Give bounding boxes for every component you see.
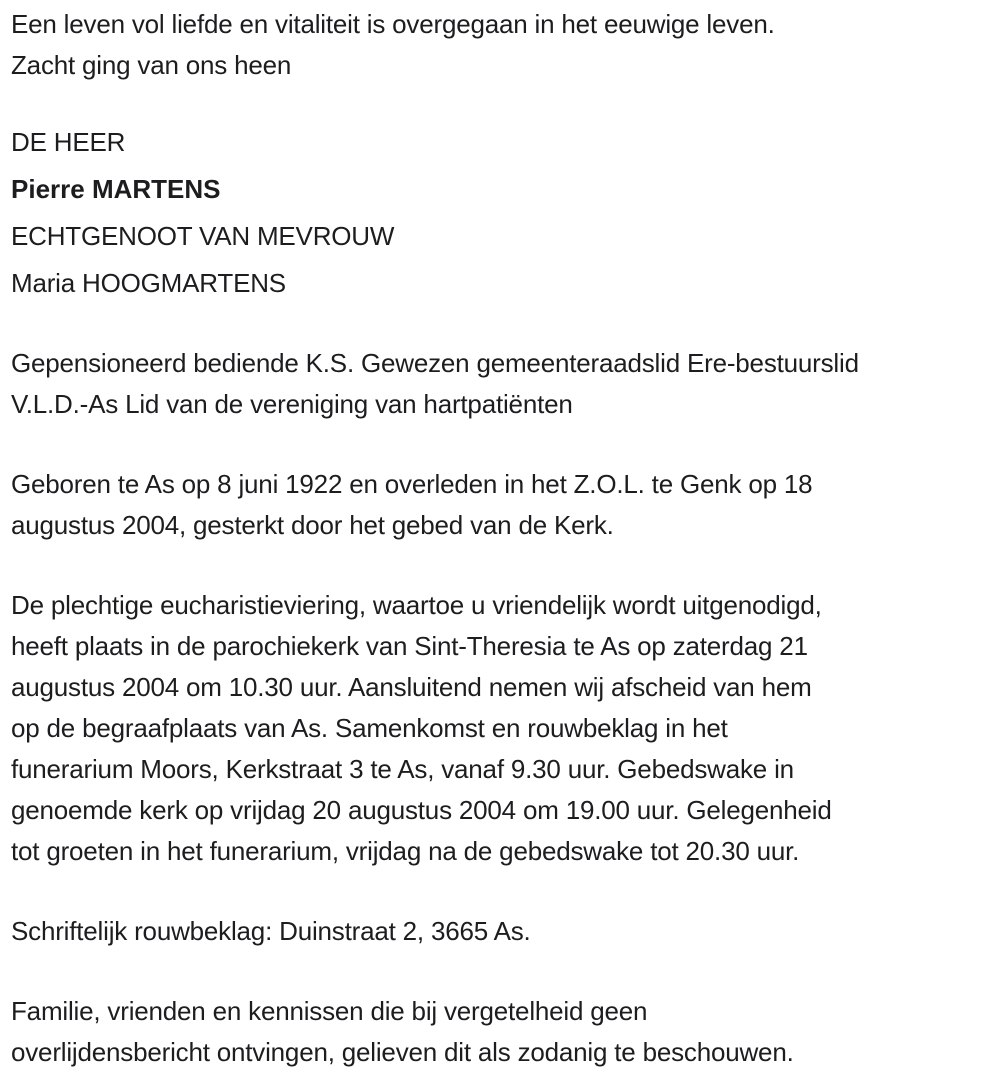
text-line: V.L.D.-As Lid van de vereniging van hartpatiënten bbox=[11, 389, 573, 419]
paragraph-spouse-name bbox=[11, 263, 990, 304]
text-line: overlijdensbericht ontvingen, gelieven dit als zodanig te beschouwen. bbox=[11, 1037, 794, 1067]
paragraph-list bbox=[11, 4, 990, 1073]
text-line: Geboren te As op 8 juni 1922 en overleden in het Z.O.L. te Genk op 18 bbox=[11, 469, 813, 499]
text-line: Pierre MARTENS bbox=[11, 174, 221, 204]
text-line: heeft plaats in de parochiekerk van Sint-Theresia te As op zaterdag 21 bbox=[11, 631, 808, 661]
paragraph-closing-notice bbox=[11, 991, 990, 1073]
paragraph-deceased-name bbox=[11, 169, 990, 210]
paragraph-titles-and-memberships bbox=[11, 343, 990, 425]
text-line: augustus 2004 om 10.30 uur. Aansluitend nemen wij afscheid van hem bbox=[11, 672, 812, 702]
text-line: augustus 2004, gesterkt door het gebed van de Kerk. bbox=[11, 510, 614, 540]
text-line: tot groeten in het funerarium, vrijdag na de gebedswake tot 20.30 uur. bbox=[11, 836, 800, 866]
paragraph-birth-and-death bbox=[11, 464, 990, 546]
text-line: genoemde kerk op vrijdag 20 augustus 2004 om 19.00 uur. Gelegenheid bbox=[11, 795, 832, 825]
text-line: Een leven vol liefde en vitaliteit is overgegaan in het eeuwige leven. bbox=[11, 9, 775, 39]
paragraph-spouse-relation bbox=[11, 216, 990, 257]
text-line: op de begraafplaats van As. Samenkomst en rouwbeklag in het bbox=[11, 713, 728, 743]
paragraph-salutation bbox=[11, 122, 990, 163]
text-line: Schriftelijk rouwbeklag: Duinstraat 2, 3665 As. bbox=[11, 916, 531, 946]
paragraph-opening-lines bbox=[11, 4, 990, 86]
text-line: Zacht ging van ons heen bbox=[11, 50, 292, 80]
text-line: Maria HOOGMARTENS bbox=[11, 268, 286, 298]
text-line: DE HEER bbox=[11, 127, 126, 157]
text-line: Familie, vrienden en kennissen die bij vergetelheid geen bbox=[11, 996, 648, 1026]
paragraph-service-details bbox=[11, 585, 990, 872]
text-line: Gepensioneerd bediende K.S. Gewezen gemeenteraadslid Ere-bestuurslid bbox=[11, 348, 859, 378]
text-line: funerarium Moors, Kerkstraat 3 te As, vanaf 9.30 uur. Gebedswake in bbox=[11, 754, 794, 784]
paragraph-condolence-address bbox=[11, 911, 990, 952]
text-line: De plechtige eucharistieviering, waartoe u vriendelijk wordt uitgenodigd, bbox=[11, 590, 822, 620]
text-line: ECHTGENOOT VAN MEVROUW bbox=[11, 221, 395, 251]
